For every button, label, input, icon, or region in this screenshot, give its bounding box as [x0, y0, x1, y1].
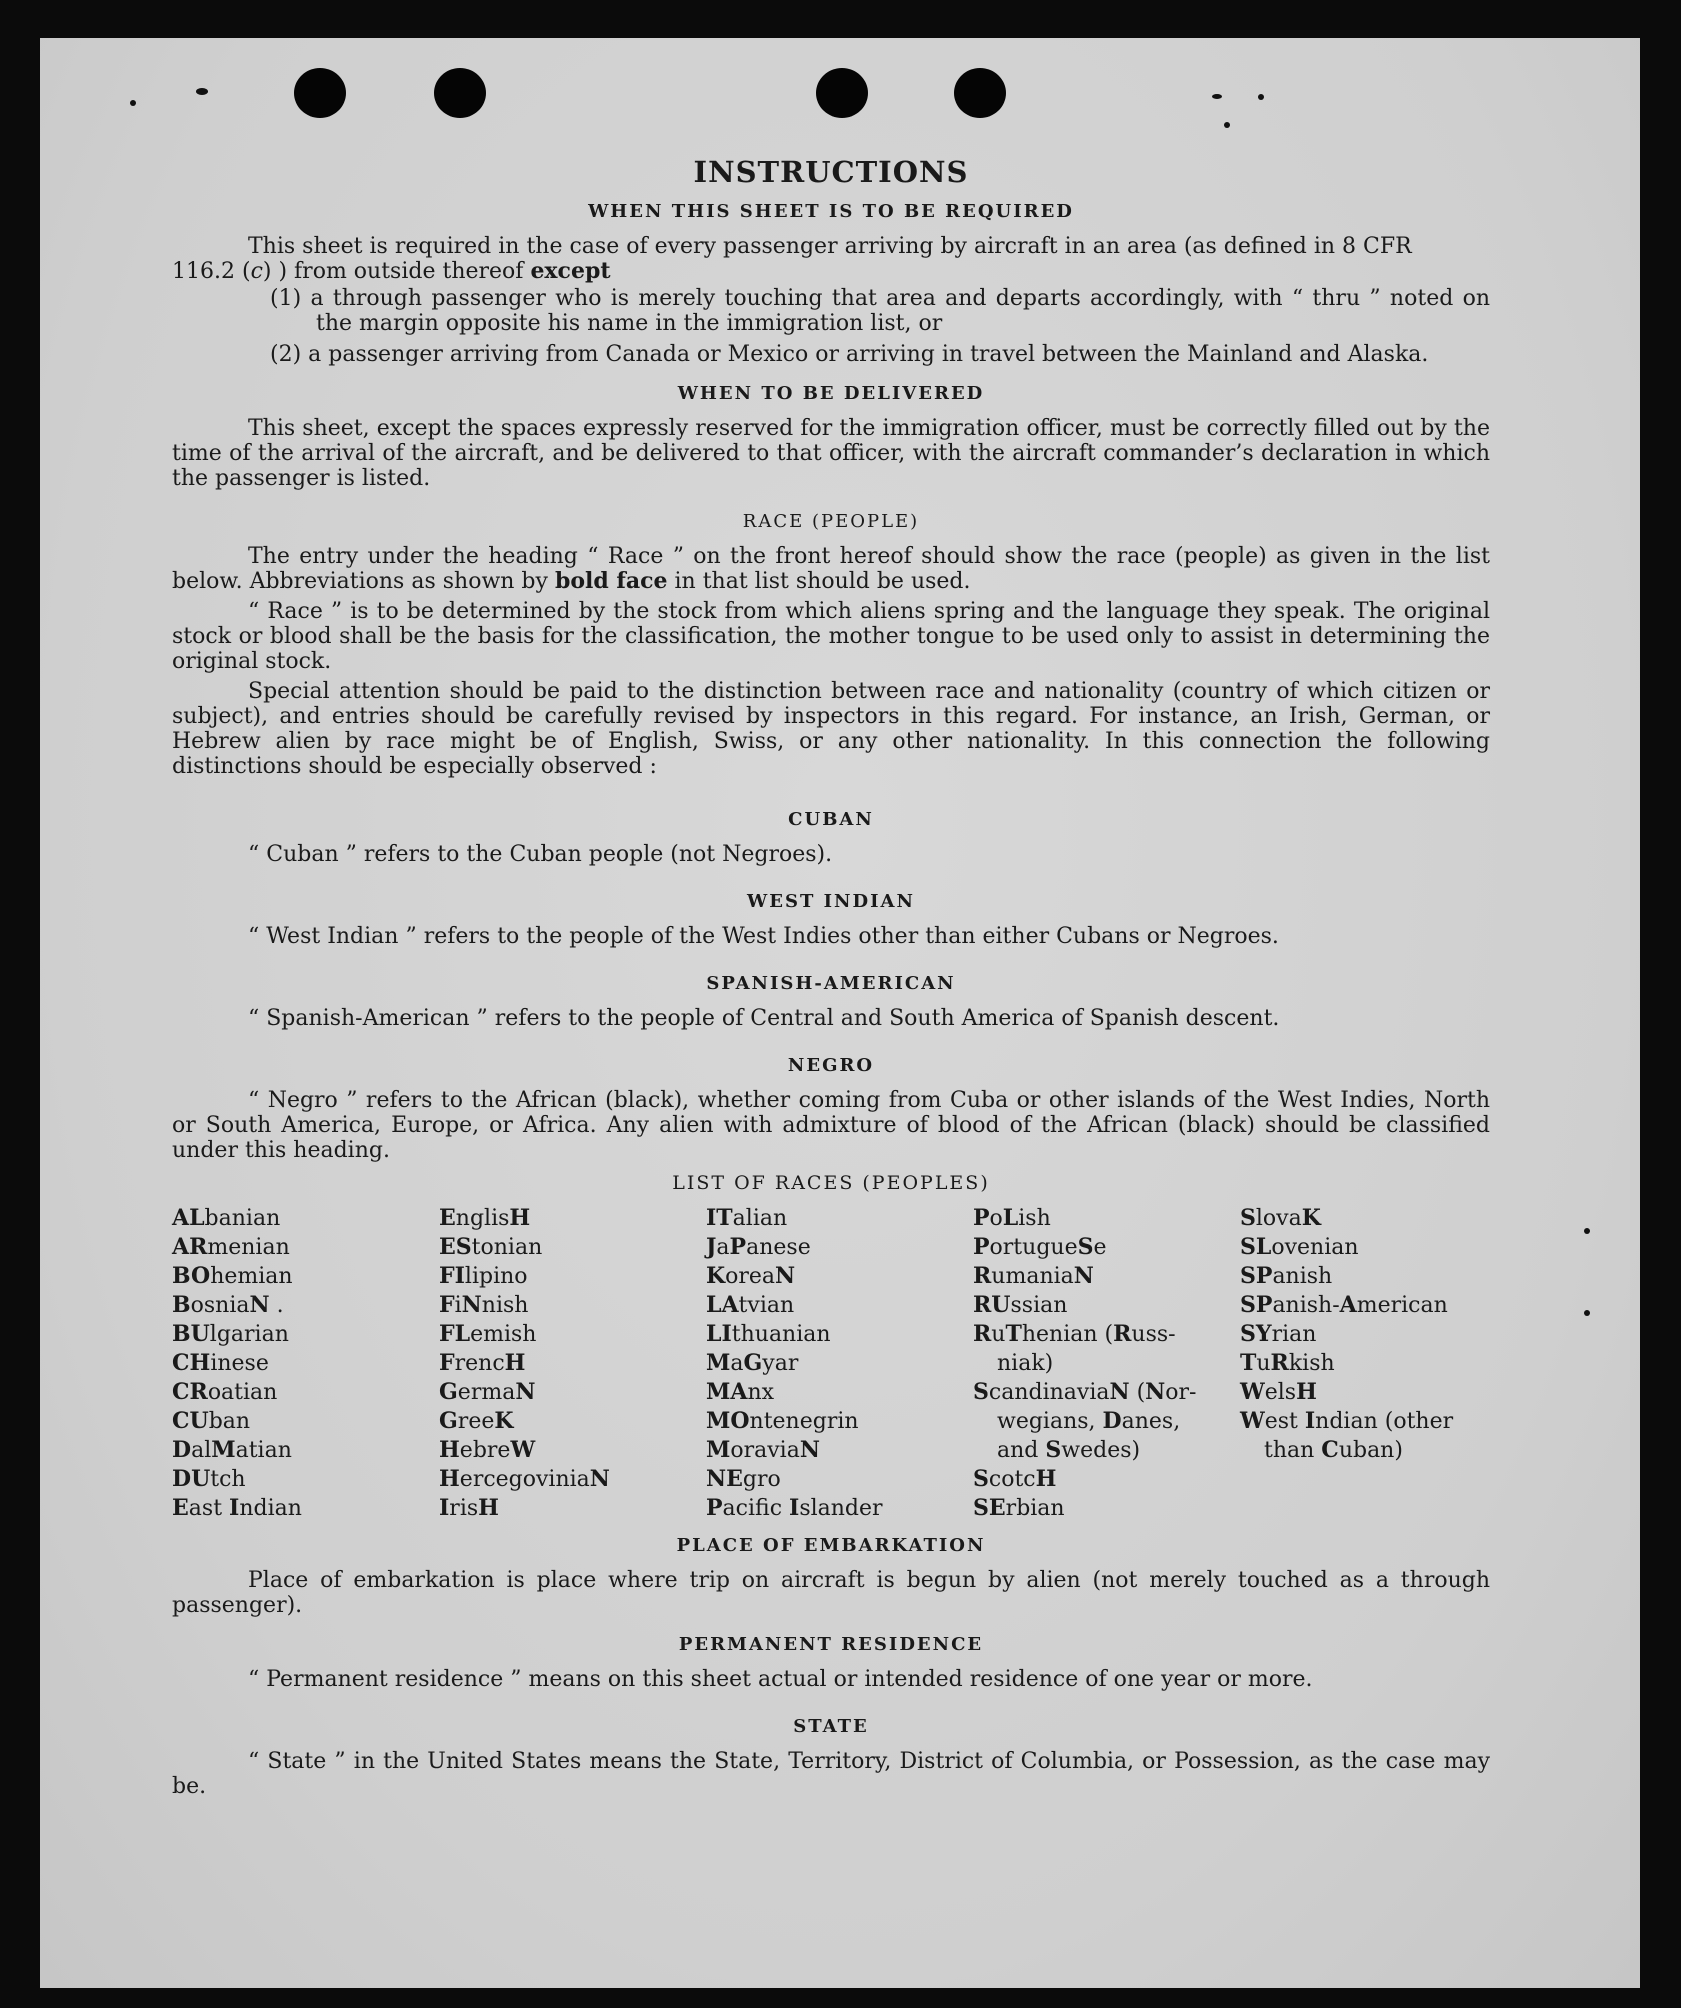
- list-item: SErbian: [973, 1495, 1065, 1521]
- list-item: SYrian: [1240, 1321, 1317, 1347]
- list-item: RUssian: [973, 1292, 1068, 1318]
- list-item: niak): [997, 1351, 1054, 1376]
- list-item: MAnx: [706, 1379, 775, 1405]
- list-item: FiNnish: [439, 1292, 529, 1318]
- list-item: RumaniaN: [973, 1263, 1094, 1289]
- list-item: Pacific Islander: [706, 1495, 883, 1521]
- section-heading-state: STATE: [793, 1716, 869, 1737]
- speck: [1212, 94, 1222, 99]
- list-item: DUtch: [172, 1466, 246, 1492]
- list-item: KoreaN: [706, 1263, 796, 1289]
- speck: [1584, 1228, 1590, 1234]
- speck: [130, 100, 136, 106]
- list-item: FLemish: [439, 1321, 537, 1347]
- embarkation-text: Place of embarkation is place where trip on aircraft is begun by alien (not merely touched as a through passenger).: [172, 1568, 1490, 1618]
- list-item: IrisH: [439, 1495, 499, 1521]
- section-heading-when-delivered: WHEN TO BE DELIVERED: [677, 383, 985, 404]
- intro-line: This sheet is required in the case of every passenger arriving by aircraft in an area (as defined in 8 CFR: [248, 234, 1412, 259]
- list-item: EStonian: [439, 1234, 543, 1260]
- list-item: DalMatian: [172, 1437, 292, 1463]
- races-column-2: [439, 1204, 689, 1523]
- intro-line-2: 116.2 (c) ) from outside thereof except: [172, 258, 611, 284]
- speck: [1258, 94, 1264, 100]
- residence-text: “ Permanent residence ” means on this sheet actual or intended residence of one year or more.: [248, 1667, 1313, 1692]
- race-paragraph-1: The entry under the heading “ Race ” on the front hereof should show the race (people) as given in the list below. Abbreviations as shown by bold face in that list should be used.: [172, 544, 1490, 594]
- section-heading-spanish-american: SPANISH-AMERICAN: [706, 973, 956, 994]
- races-column-5: [1240, 1204, 1490, 1523]
- list-item: JaPanese: [706, 1234, 811, 1260]
- list-item: FIlipino: [439, 1263, 528, 1289]
- spanish-american-text: “ Spanish-American ” refers to the people of Central and South America of Spanish descent.: [248, 1006, 1280, 1031]
- list-item: BUlgarian: [172, 1321, 289, 1347]
- section-heading-residence: PERMANENT RESIDENCE: [678, 1634, 984, 1655]
- list-item: ScandinaviaN (Nor-: [973, 1379, 1197, 1405]
- punch-hole: [954, 68, 1006, 118]
- list-item: East Indian: [172, 1495, 302, 1521]
- condition-1: (1) a through passenger who is merely touching that area and departs accordingly, with “ thru ” noted on the margin opposite his name in the immigration list, or: [270, 286, 1490, 336]
- list-item: and Swedes): [997, 1437, 1141, 1463]
- section-heading-west-indian: WEST INDIAN: [747, 891, 915, 912]
- races-column-1: [172, 1204, 422, 1523]
- condition-2: (2) a passenger arriving from Canada or Mexico or arriving in travel between the Mainland and Alaska.: [270, 342, 1429, 367]
- list-item: ARmenian: [172, 1234, 290, 1260]
- races-list: [172, 1204, 1490, 1523]
- list-item: FrencH: [439, 1350, 526, 1376]
- section-heading-race: RACE (PEOPLE): [742, 511, 920, 532]
- punch-hole: [294, 68, 346, 118]
- list-item: MaGyar: [706, 1350, 799, 1376]
- list-item: CHinese: [172, 1350, 269, 1376]
- section-heading-embarkation: PLACE OF EMBARKATION: [676, 1535, 986, 1556]
- list-item: ITalian: [706, 1205, 788, 1231]
- list-item: SLovenian: [1240, 1234, 1359, 1260]
- list-item: wegians, Danes,: [997, 1408, 1181, 1434]
- state-text: “ State ” in the United States means the State, Territory, District of Columbia, or Possession, as the case may be.: [172, 1749, 1490, 1799]
- list-of-races-heading: LIST OF RACES (PEOPLES): [672, 1172, 990, 1194]
- list-item: than Cuban): [1264, 1437, 1403, 1463]
- punch-hole: [434, 68, 486, 118]
- list-item: MOntenegrin: [706, 1408, 859, 1434]
- list-item: SlovaK: [1240, 1205, 1321, 1231]
- negro-text: “ Negro ” refers to the African (black), whether coming from Cuba or other islands of the West Indies, North or South America, Europe, or Africa. Any alien with admixture of blood of the African (black) should be classified under this heading.: [172, 1088, 1490, 1163]
- list-item: ScotcH: [973, 1466, 1057, 1492]
- punch-hole: [816, 68, 868, 118]
- list-item: EnglisH: [439, 1205, 531, 1231]
- section-heading-cuban: CUBAN: [788, 809, 874, 830]
- speck: [196, 88, 208, 95]
- page-title: INSTRUCTIONS: [693, 155, 969, 189]
- list-item: TuRkish: [1240, 1350, 1335, 1376]
- document-content: [172, 155, 1490, 1799]
- list-item: HercegoviniaN: [439, 1466, 610, 1492]
- list-item: NEgro: [706, 1466, 781, 1492]
- west-indian-text: “ West Indian ” refers to the people of the West Indies other than either Cubans or Negroes.: [248, 924, 1279, 949]
- list-item: ALbanian: [172, 1205, 281, 1231]
- list-item: HebreW: [439, 1437, 536, 1463]
- speck: [1584, 1310, 1590, 1316]
- list-item: West Indian (other: [1240, 1408, 1454, 1434]
- list-item: PortugueSe: [973, 1234, 1107, 1260]
- list-item: SPanish: [1240, 1263, 1333, 1289]
- list-item: RuThenian (Russ-: [973, 1321, 1176, 1347]
- list-item: CRoatian: [172, 1379, 278, 1405]
- list-item: BOhemian: [172, 1263, 293, 1289]
- list-item: SPanish-American: [1240, 1292, 1448, 1318]
- races-column-4: [973, 1204, 1223, 1523]
- list-item: CUban: [172, 1408, 251, 1434]
- race-paragraph-3: Special attention should be paid to the distinction between race and nationality (country of which citizen or subject), and entries should be carefully revised by inspectors in this regard. For instance, an Irish, German, or Hebrew alien by race might be of English, Swiss, or any other nationality. In this connection the following distinctions should be especially observed :: [172, 679, 1490, 779]
- list-item: BosniaN .: [172, 1292, 284, 1318]
- races-column-3: [706, 1204, 956, 1523]
- list-item: MoraviaN: [706, 1437, 820, 1463]
- cuban-text: “ Cuban ” refers to the Cuban people (not Negroes).: [248, 842, 833, 867]
- section-heading-when-required: WHEN THIS SHEET IS TO BE REQUIRED: [588, 201, 1074, 222]
- delivered-text: This sheet, except the spaces expressly reserved for the immigration officer, must be correctly filled out by the time of the arrival of the aircraft, and be delivered to that officer, with the aircraft commander’s declaration in which the passenger is listed.: [172, 416, 1490, 491]
- list-item: GreeK: [439, 1408, 514, 1434]
- list-item: PoLish: [973, 1205, 1051, 1231]
- list-item: LAtvian: [706, 1292, 795, 1318]
- list-item: LIthuanian: [706, 1321, 831, 1347]
- list-item: WelsH: [1240, 1379, 1317, 1405]
- race-paragraph-2: “ Race ” is to be determined by the stock from which aliens spring and the language they speak. The original stock or blood shall be the basis for the classification, the mother tongue to be used only to assist in determining the original stock.: [172, 599, 1490, 674]
- section-heading-negro: NEGRO: [787, 1055, 875, 1076]
- list-item: GermaN: [439, 1379, 536, 1405]
- speck: [1224, 122, 1230, 128]
